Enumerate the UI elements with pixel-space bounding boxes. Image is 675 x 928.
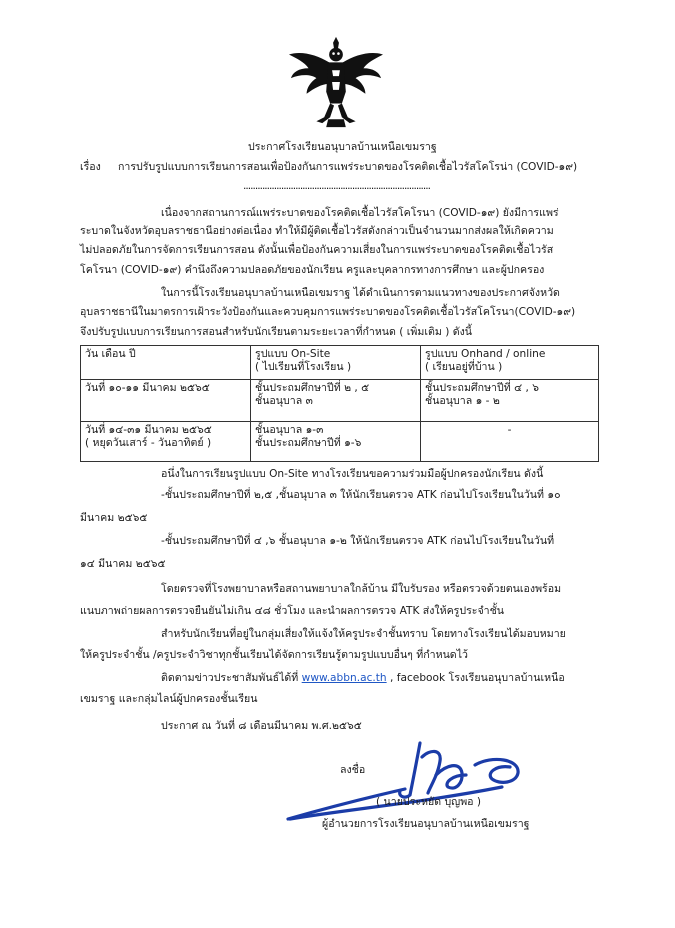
table-cell: ชั้นประถมศึกษาปีที่ ๔ , ๖ ชั้นอนุบาล ๑ - ๒ (421, 380, 599, 422)
paragraph-2-line: ในการนี้โรงเรียนอนุบาลบ้านเหนือเขมราฐ ได้ดำเนินการตามแนวทางของประกาศจังหวัด (161, 287, 560, 299)
follow-paragraph: ติดตามข่าวประชาสัมพันธ์ได้ที่ www.abbn.ac.th , facebook โรงเรียนอนุบาลบ้านเหนือ (161, 672, 565, 684)
table-header-row (81, 346, 599, 380)
note-item-2: -ชั้นประถมศึกษาปีที่ ๔ ,๖ ชั้นอนุบาล ๑-๒ ให้นักเรียนตรวจ ATK ก่อนไปโรงเรียนในวันที่ (161, 535, 555, 547)
table-cell: ชั้นอนุบาล ๑-๓ ชั้นประถมศึกษาปีที่ ๑-๖ (251, 422, 421, 462)
table-cell: วันที่ ๑๔-๓๑ มีนาคม ๒๕๖๕ ( หยุดวันเสาร์ - วันอาทิตย์ ) (81, 422, 251, 462)
sign-label: ลงชื่อ (340, 764, 366, 776)
dotted-divider: ............................................................................... (243, 180, 431, 192)
subject-label: เรื่อง (80, 161, 101, 173)
note-item-1: -ชั้นประถมศึกษาปีที่ ๒,๕ ,ชั้นอนุบาล ๓ ให้นักเรียนตรวจ ATK ก่อนไปโรงเรียนในวันที่ ๑๐ (161, 489, 561, 501)
notes-intro: อนึ่งในการเรียนรูปแบบ On-Site ทางโรงเรียนขอความร่วมมือผู้ปกครองนักเรียน ดังนี้ (161, 468, 544, 480)
check-paragraph-cont: แนบภาพถ่ายผลการตรวจยืนยันไม่เกิน ๔๘ ชั่วโมง และนำผลการตรวจ ATK ส่งให้ครูประจำชั้น (80, 605, 505, 617)
follow-paragraph-cont: เขมราฐ และกลุ่มไลน์ผู้ปกครองชั้นเรียน (80, 693, 258, 705)
handwritten-signature (270, 735, 570, 825)
garuda-emblem (287, 32, 385, 132)
paragraph-1-line: ระบาดในจังหวัดอุบลราชธานีอย่างต่อเนื่อง ทำให้มีผู้ติดเชื้อไวรัสดังกล่าวเป็นจำนวนมากส่งผลให้เกิดความ (80, 225, 554, 237)
table-cell: วันที่ ๑๐-๑๑ มีนาคม ๒๕๖๕ (81, 380, 251, 422)
paragraph-1-line: ไม่ปลอดภัยในการจัดการเรียนการสอน ดังนั้นเพื่อป้องกันความเสี่ยงในการแพร่ระบาดของโรคติดเชื้อไวรัส (80, 244, 554, 256)
header-cell-date: วัน เดือน ปี (81, 346, 251, 380)
note-item-2-cont: ๑๔ มีนาคม ๒๕๖๕ (80, 558, 166, 570)
note-item-1-cont: มีนาคม ๒๕๖๕ (80, 512, 148, 524)
signer-name: ( นายประหยัด บุญพอ ) (376, 796, 482, 808)
paragraph-2-line: จึงปรับรูปแบบการเรียนการสอนสำหรับนักเรียนตามระยะเวลาที่กำหนด ( เพิ่มเติม ) ดังนี้ (80, 326, 473, 338)
table-cell: ชั้นประถมศึกษาปีที่ ๒ , ๕ ชั้นอนุบาล ๓ (251, 380, 421, 422)
risk-paragraph: สำหรับนักเรียนที่อยู่ในกลุ่มเสี่ยงให้แจ้งให้ครูประจำชั้นทราบ โดยทางโรงเรียนได้มอบหมาย (161, 628, 566, 640)
table-row (81, 422, 599, 462)
schedule-table (80, 345, 599, 462)
announced-date: ประกาศ ณ วันที่ ๘ เดือนมีนาคม พ.ศ.๒๕๖๕ (161, 720, 362, 732)
paragraph-1-line: เนื่องจากสถานการณ์แพร่ระบาดของโรคติดเชื้อไวรัสโคโรนา (COVID-๑๙) ยังมีการแพร่ (161, 207, 559, 219)
table-cell: - (421, 422, 599, 462)
table-row (81, 380, 599, 422)
subject-text: การปรับรูปแบบการเรียนการสอนเพื่อป้องกันการแพร่ระบาดของโรคติดเชื้อไวรัสโคโรน่า (COVID-๑๙) (118, 161, 578, 173)
header-cell-onsite: รูปแบบ On-Site ( ไปเรียนที่โรงเรียน ) (251, 346, 421, 380)
paragraph-2-line: อุบลราชธานีในมาตรการเฝ้าระวังป้องกันและควบคุมการแพร่ระบาดของโรคติดเชื้อไวรัสโคโรนา(COVID-๑๙) (80, 306, 576, 318)
header-cell-online: รูปแบบ Onhand / online ( เรียนอยู่ที่บ้าน ) (421, 346, 599, 380)
paragraph-1-line: โคโรนา (COVID-๑๙) คำนึงถึงความปลอดภัยของนักเรียน ครูและบุคลากรทางการศึกษา และผู้ปกครอง (80, 264, 545, 276)
risk-paragraph-cont: ให้ครูประจำชั้น /ครูประจำวิชาทุกชั้นเรียนได้จัดการเรียนรู้ตามรูปแบบอื่นๆ ที่กำหนดไว้ (80, 649, 468, 661)
website-link[interactable]: www.abbn.ac.th (301, 672, 387, 684)
signer-title: ผู้อำนวยการโรงเรียนอนุบาลบ้านเหนือเขมราฐ (322, 818, 530, 830)
announcement-title: ประกาศโรงเรียนอนุบาลบ้านเหนือเขมราฐ (248, 141, 437, 153)
check-paragraph: โดยตรวจที่โรงพยาบาลหรือสถานพยาบาลใกล้บ้าน มีใบรับรอง หรือตรวจด้วยตนเองพร้อม (161, 583, 562, 595)
